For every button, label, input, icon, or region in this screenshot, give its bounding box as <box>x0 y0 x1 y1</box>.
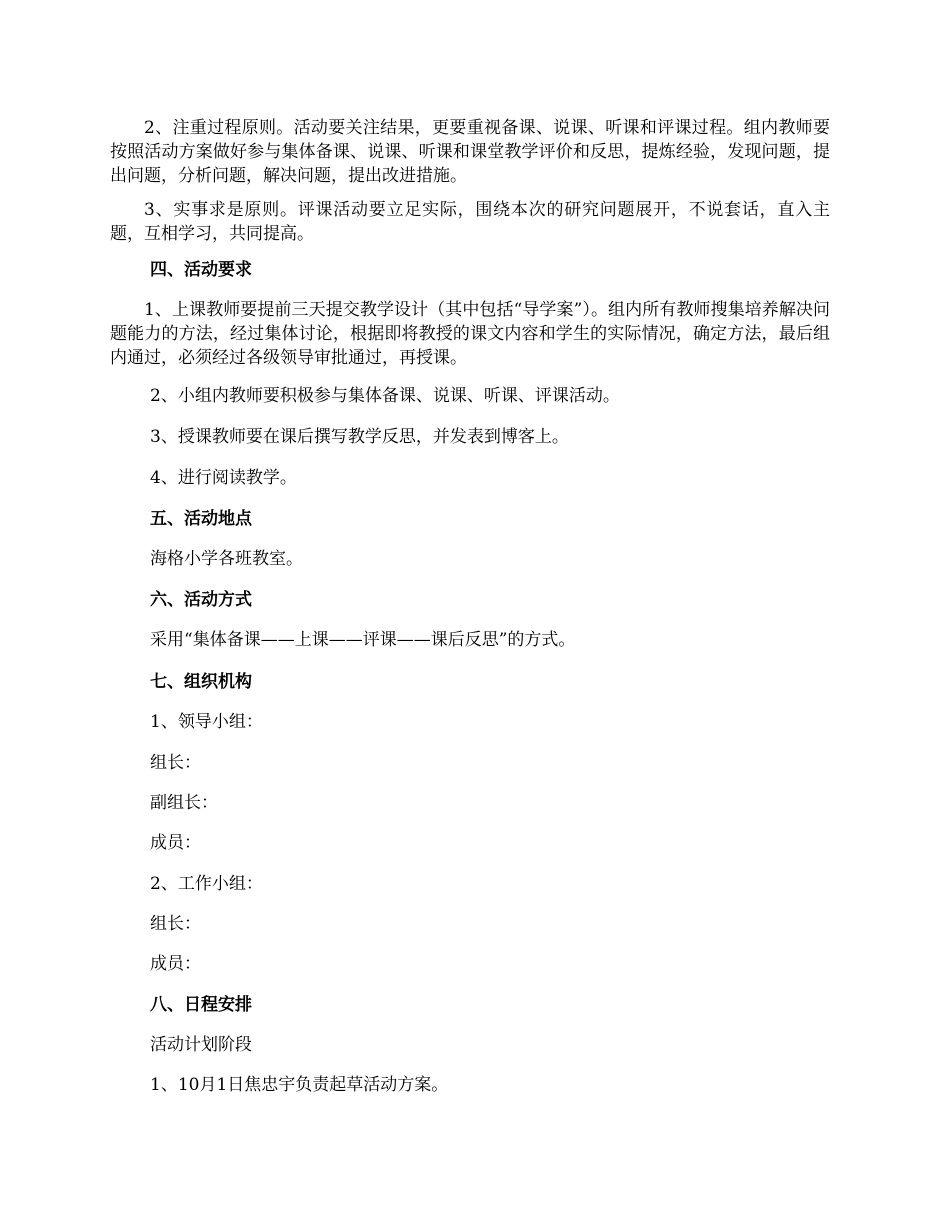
section-heading-organization: 七、组织机构 <box>150 672 252 692</box>
org-leading-group-leader: 组长： <box>150 753 201 773</box>
org-leading-group: 1、领导小组： <box>150 712 263 732</box>
paragraph-location: 海格小学各班教室。 <box>150 549 303 569</box>
paragraph-requirement-4: 4、进行阅读教学。 <box>150 468 297 488</box>
org-working-group-leader: 组长： <box>150 914 201 934</box>
paragraph-fact-principle: 3、实事求是原则。评课活动要立足实际，围绕本次的研究问题展开，不说套话，直入主题，互相学习，共同提高。 <box>110 200 830 244</box>
paragraph-requirement-2: 2、小组内教师要积极参与集体备课、说课、听课、评课活动。 <box>150 386 620 406</box>
org-leading-group-members: 成员： <box>150 833 201 853</box>
paragraph-requirement-1: 1、上课教师要提前三天提交教学设计（其中包括“导学案”）。组内所有教师搜集培养解决问题能力的方法，经过集体讨论，根据即将教授的课文内容和学生的实际情况，确定方法，最后组内通过，必须经过各级领导审批通过，再授课。 <box>110 300 830 368</box>
schedule-item-1: 1、10月1日焦忠宇负责起草活动方案。 <box>150 1075 449 1095</box>
paragraph-process-principle: 2、注重过程原则。活动要关注结果，更要重视备课、说课、听课和评课过程。组内教师要按照活动方案做好参与集体备课、说课、听课和课堂教学评价和反思，提炼经验，发现问题，提出问题，分析问题，解决问题，提出改进措施。 <box>110 118 830 186</box>
schedule-phase-label: 活动计划阶段 <box>150 1035 252 1055</box>
org-leading-group-deputy: 副组长： <box>150 793 218 813</box>
paragraph-method: 采用“集体备课——上课——评课——课后反思”的方式。 <box>150 630 576 650</box>
section-heading-method: 六、活动方式 <box>150 590 252 610</box>
paragraph-requirement-3: 3、授课教师要在课后撰写教学反思，并发表到博客上。 <box>150 427 569 447</box>
org-working-group-members: 成员： <box>150 954 201 974</box>
section-heading-schedule: 八、日程安排 <box>150 995 252 1015</box>
org-working-group: 2、工作小组： <box>150 874 263 894</box>
section-heading-requirements: 四、活动要求 <box>150 260 252 280</box>
section-heading-location: 五、活动地点 <box>150 509 252 529</box>
